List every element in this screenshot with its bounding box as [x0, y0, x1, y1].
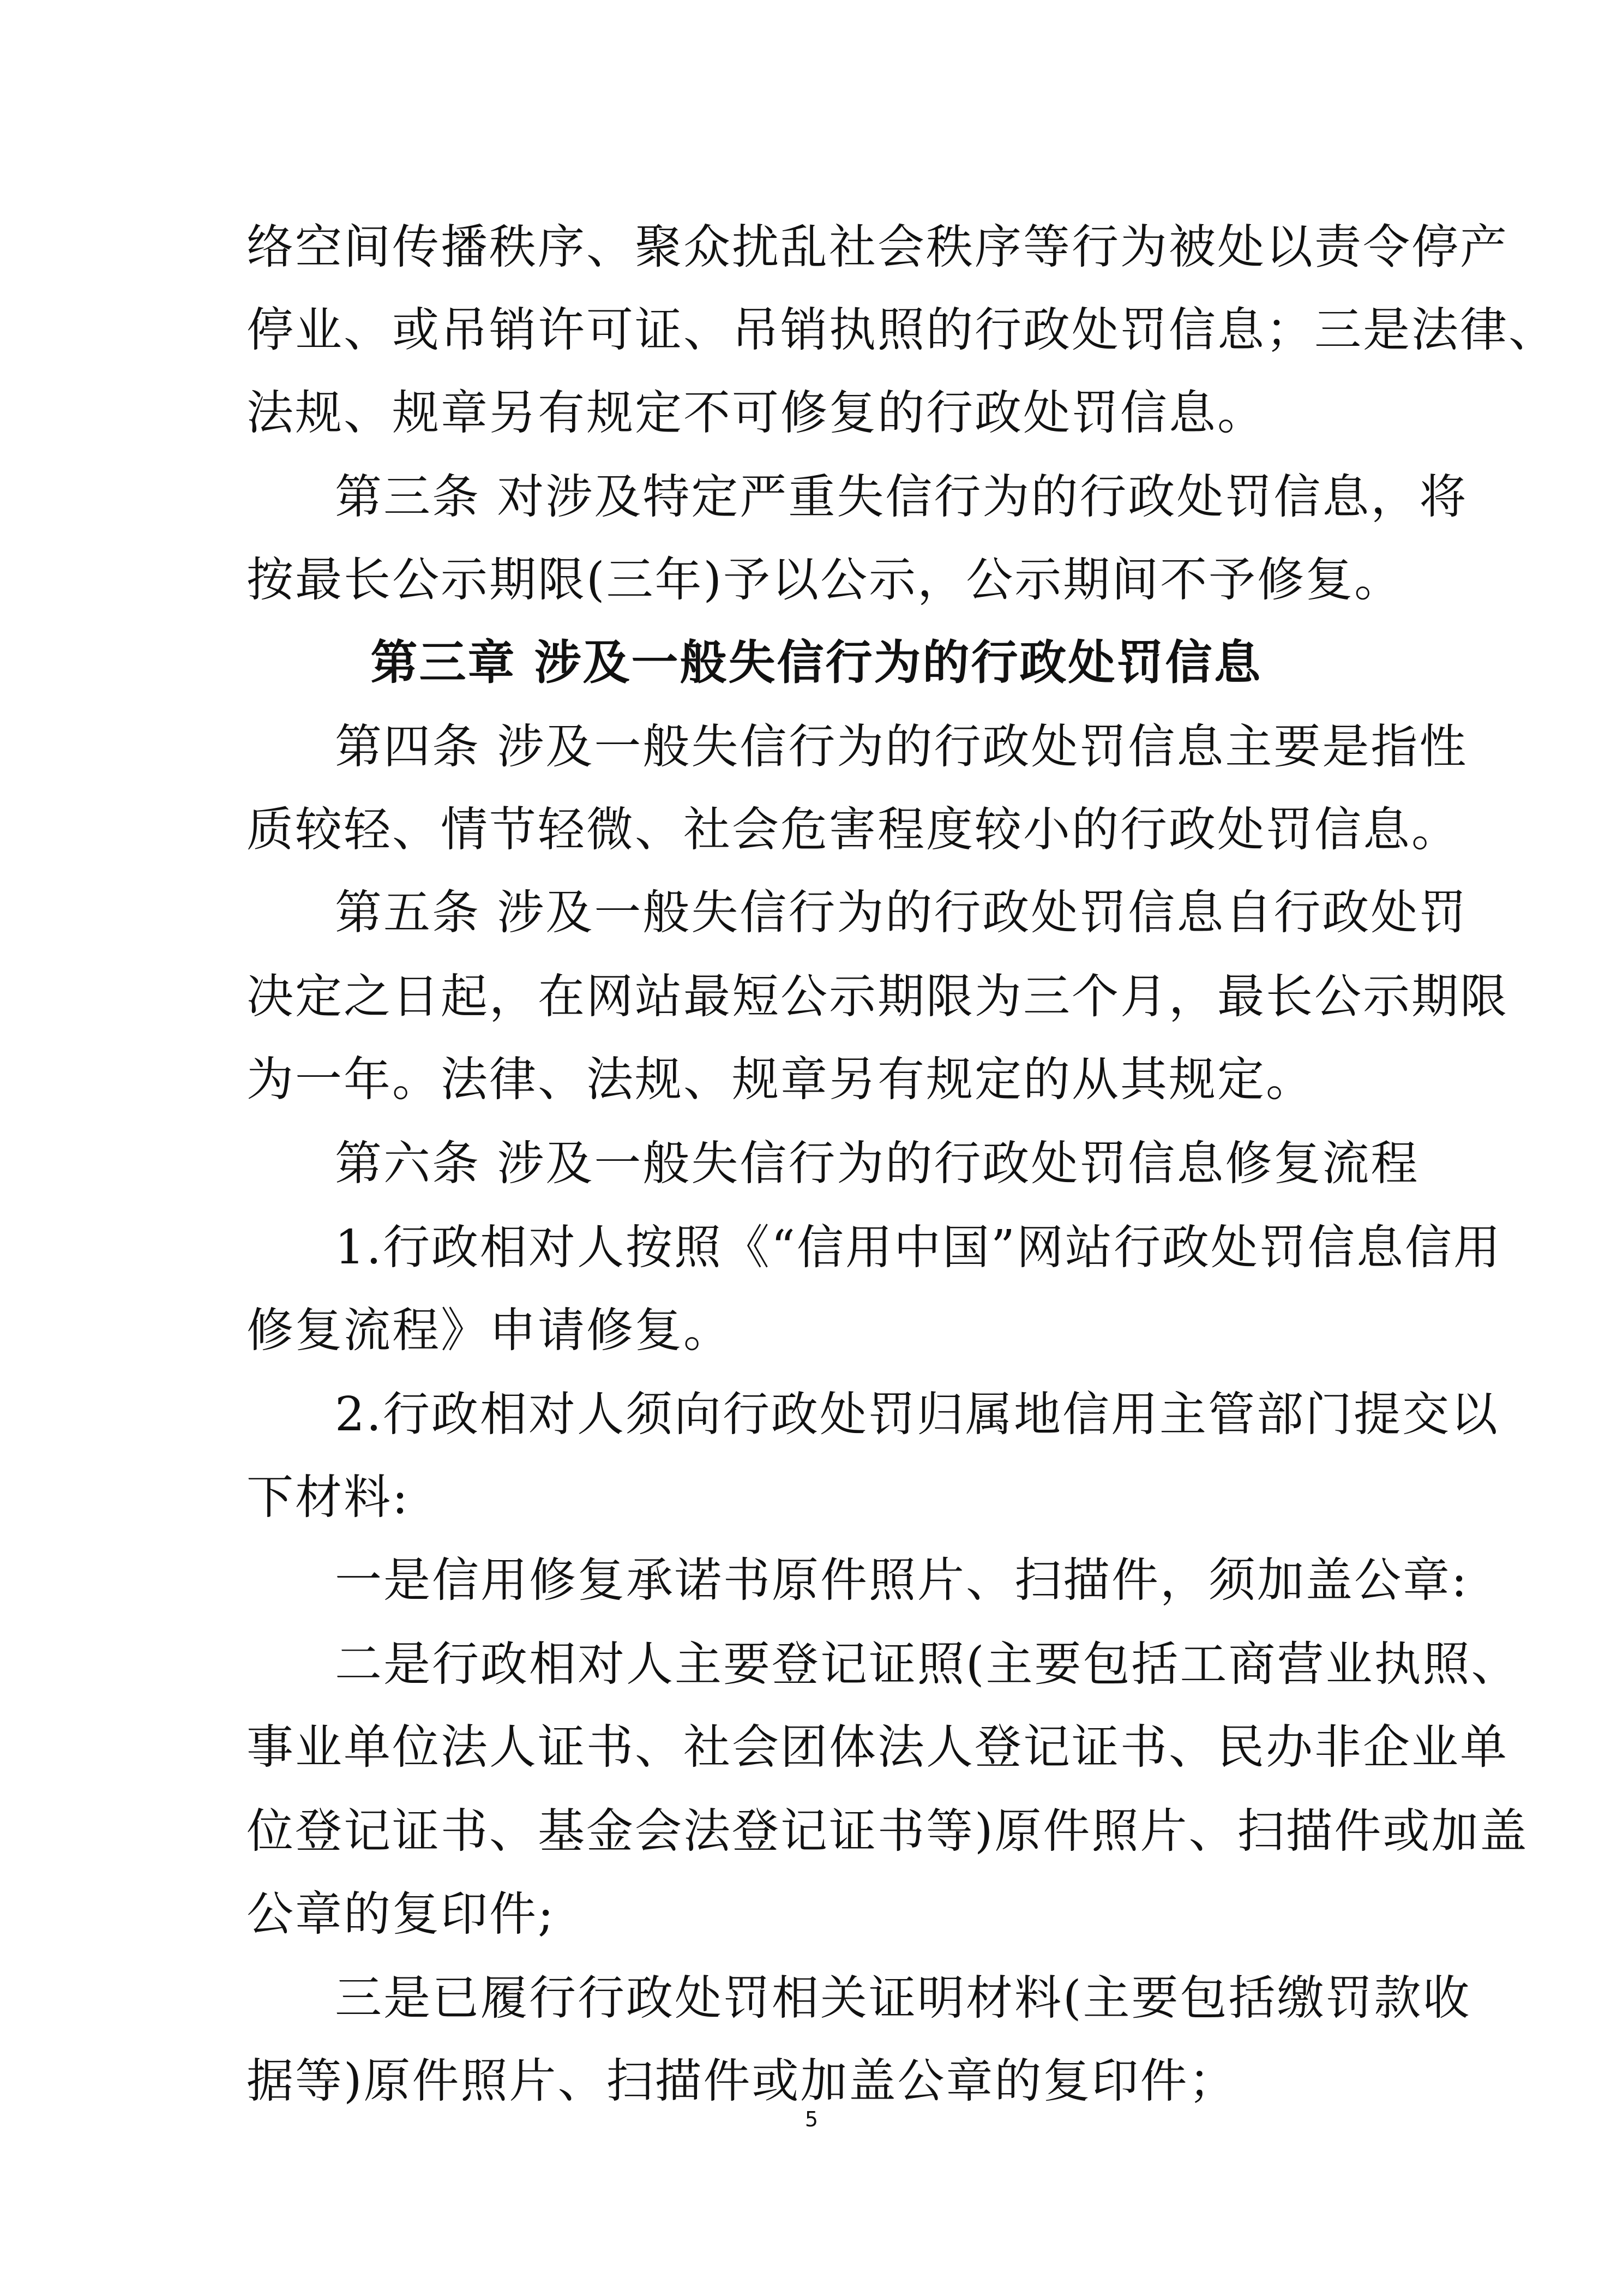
- material-1-line: 一是信用修复承诺书原件照片、扫描件，须加盖公章:: [335, 1553, 1469, 1608]
- paragraph-line: 按最长公示期限(三年)予以公示，公示期间不予修复。: [247, 553, 1403, 607]
- paragraph-line: 质较轻、情节轻微、社会危害程度较小的行政处罚信息。: [247, 802, 1460, 857]
- paragraph-line: 公章的复印件;: [247, 1887, 555, 1941]
- paragraph-line: 下材料:: [247, 1470, 410, 1525]
- paragraph-line: 修复流程》申请修复。: [247, 1303, 732, 1358]
- paragraph-line: 络空间传播秩序、聚众扰乱社会秩序等行为被处以责令停产: [247, 220, 1508, 274]
- paragraph-line: 位登记证书、基金会法登记证书等)原件照片、扫描件或加盖: [247, 1804, 1529, 1859]
- step-1-line: 1.行政相对人按照《“信用中国”网站行政处罚信息信用: [335, 1220, 1502, 1275]
- paragraph-line: 决定之日起，在网站最短公示期限为三个月，最长公示期限: [247, 969, 1508, 1024]
- paragraph-line: 法规、规章另有规定不可修复的行政处罚信息。: [247, 386, 1266, 440]
- material-2-line: 二是行政相对人主要登记证照(主要包括工商营业执照、: [335, 1637, 1520, 1692]
- step-2-line: 2.行政相对人须向行政处罚归属地信用主管部门提交以: [335, 1387, 1500, 1442]
- chapter-heading: 第三章 涉及一般失信行为的行政处罚信息: [370, 635, 1263, 690]
- article-3-line: 第三条 对涉及特定严重失信行为的行政处罚信息，将: [335, 470, 1468, 524]
- article-6-line: 第六条 涉及一般失信行为的行政处罚信息修复流程: [335, 1136, 1420, 1191]
- paragraph-line: 据等)原件照片、扫描件或加盖公章的复印件；: [247, 2054, 1237, 2108]
- paragraph-line: 为一年。法律、法规、规章另有规定的从其规定。: [247, 1052, 1314, 1107]
- page-number: 5: [804, 2107, 819, 2131]
- article-5-line: 第五条 涉及一般失信行为的行政处罚信息自行政处罚: [335, 885, 1468, 940]
- article-4-line: 第四条 涉及一般失信行为的行政处罚信息主要是指性: [335, 720, 1468, 774]
- paragraph-line: 事业单位法人证书、社会团体法人登记证书、民办非企业单: [247, 1720, 1508, 1775]
- paragraph-line: 停业、或吊销许可证、吊销执照的行政处罚信息；三是法律、: [247, 303, 1557, 357]
- material-3-line: 三是已履行行政处罚相关证明材料(主要包括缴罚款收: [335, 1971, 1471, 2025]
